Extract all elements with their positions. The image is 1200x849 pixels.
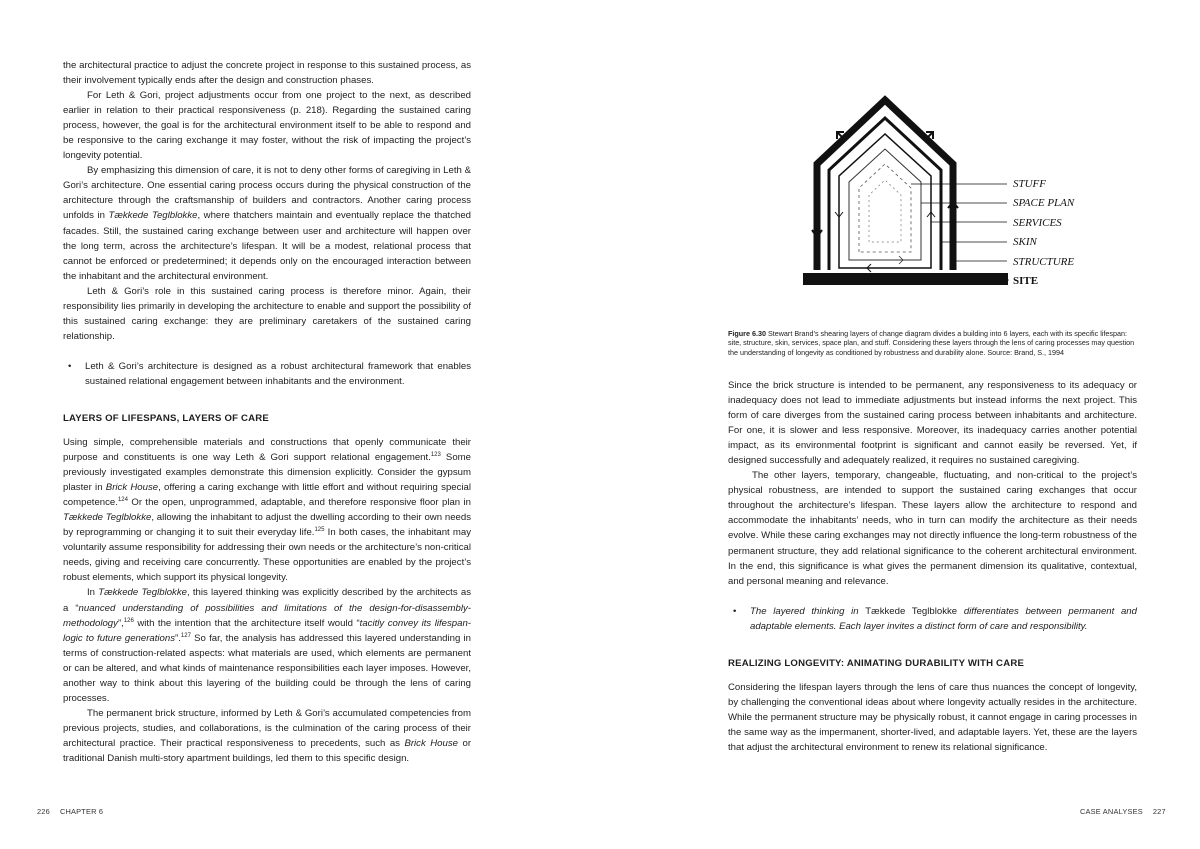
footnote-ref: 125 bbox=[314, 527, 325, 534]
bullet-point bbox=[63, 359, 471, 389]
text: with the intention that the architecture itself would “ bbox=[133, 617, 360, 629]
quote: nuanced understanding of possibilities and limitations of the design-for-disassembly-methodology bbox=[63, 602, 471, 629]
section-heading: REALIZING LONGEVITY: ANIMATING DURABILITY WITH CARE bbox=[728, 657, 1025, 669]
arrow-icon bbox=[895, 256, 903, 264]
label-site: SITE bbox=[1013, 275, 1039, 287]
text: By emphasizing this dimension of care, it is not to deny other forms of caregiving in Leth & Gori’s architecture. One essential caring process occurs during the physical construction of the architecture through the craftsmanship of builders and contractors. Another caring process unfolds in bbox=[63, 165, 471, 222]
text: ”, bbox=[117, 617, 124, 629]
text: So far, the analysis has addressed this layered understanding in terms of construction-related aspects: what materials are used, which elements are permanent or can be altered, and what kinds of maintenance responsibilities each layer imposes. However, another way to think about this layering of the building could be through the lens of caring processes. bbox=[63, 632, 471, 704]
bullet-text: The layered thinking in bbox=[750, 605, 866, 617]
stuff-inner-layer bbox=[869, 180, 901, 242]
paragraph: For Leth & Gori, project adjustments occur from one project to the next, as described earlier in relation to their practical responsiveness (p. 218). Regarding the sustained caring process, however, the goal is for the architectural environment itself to be able to respond and be responsive to the caring exchange it may foster, without the risk of impacting the project’s longevity potential. bbox=[63, 90, 471, 162]
section-heading: LAYERS OF LIFESPANS, LAYERS OF CARE bbox=[63, 412, 270, 424]
paragraph: The other layers, temporary, changeable, fluctuating, and non-critical to the project’s physical robustness, are intended to support the sustained caring exchanges that occur throughout the architecture’s lifespan. These layers allow the architecture to respond and accommodate the inhabitants’ needs, who in turn can modify the architecture as their needs evolve. While these caring exchanges may not directly influence the long-term robustness of the permanent structure, they add relational significance to the coherent architectural environment. In the end, this significance is what gives the permanent dimension its qualitative, contextual, and personal meaning and relevance. bbox=[728, 470, 1137, 587]
quote: tacitly convey its lifespan-logic to future generations bbox=[63, 617, 471, 644]
text: The permanent brick structure, informed by Leth & Gori’s accumulated competencies from previous projects, studies, and collaborations, is the culmination of the caring process of their architectural practice. Their practical responsiveness to precedents, such as bbox=[63, 707, 471, 749]
text: , this layered thinking was explicitly described by the architects as a “ bbox=[63, 587, 471, 614]
project-name: Tækkede Teglblokke bbox=[98, 587, 187, 599]
caption-text: Stewart Brand’s shearing layers of change diagram divides a building into 6 layers, each with its specific lifespan: site, structure, skin, services, space plan, and stuff. Considering these layers through the lens of caring processes may question the understanding of longevity as conditioned by robustness and durability alone. Source: Brand, S., 1994 bbox=[728, 329, 1135, 357]
arrow-icon bbox=[835, 207, 843, 217]
paragraph bbox=[63, 435, 471, 585]
footnote-ref: 123 bbox=[430, 452, 441, 459]
bullet-marker: • bbox=[733, 605, 737, 617]
text: Using simple, comprehensible materials and constructions that openly communicate their purpose and constituents is one way Leth & Gori support relational engagement. bbox=[63, 436, 471, 464]
running-header: CASE ANALYSES bbox=[1080, 807, 1143, 816]
arrow-icon bbox=[927, 212, 935, 222]
figure-number: Figure 6.30 bbox=[728, 329, 766, 338]
text: Some previously investigated examples demonstrate this dimension explicitly. Consider the gypsum plaster in bbox=[63, 452, 471, 494]
page-number: 226 bbox=[37, 807, 50, 816]
left-text-column bbox=[63, 58, 471, 766]
left-footer bbox=[37, 807, 113, 816]
arrow-icon bbox=[867, 264, 875, 272]
bullet-point bbox=[728, 604, 1137, 634]
project-name: Tækkede Teglblokke bbox=[108, 210, 198, 222]
running-header: CHAPTER 6 bbox=[59, 807, 104, 816]
right-page bbox=[600, 0, 1200, 849]
paragraph bbox=[63, 706, 471, 766]
project-name: Brick House bbox=[105, 482, 159, 494]
project-name: Brick House bbox=[404, 737, 458, 749]
project-name: Tækkede Teglblokke bbox=[63, 512, 152, 524]
paragraph: Since the brick structure is intended to be permanent, any responsiveness to its adequacy or inadequacy does not lead to immediate adjustments but instead informs the next project. This form of care diverges from the sustained caring process between inhabitants and architecture. For one, it is slower and less responsive. Moreover, its inadequacy carries another potential impact, as its environmental footprint is significant and cannot easily be reversed. Yet, if designed successfully and adequately realized, it requires no sustained caregiving. bbox=[728, 380, 1137, 467]
bullet-marker: • bbox=[68, 360, 72, 372]
footnote-ref: 126 bbox=[123, 617, 134, 624]
paragraph: Leth & Gori’s role in this sustained caring process is therefore minor. Again, their responsibility lies primarily in developing the architecture to enable and support the possibility of this sustained caring exchange: they are preliminary caretakers of the sustained caring relationship. bbox=[63, 285, 471, 342]
site-layer bbox=[803, 273, 1008, 285]
structure-layer bbox=[817, 100, 953, 270]
footnote-ref: 127 bbox=[180, 632, 191, 639]
text: , offering a caring exchange with little effort and without requiring special competence. bbox=[63, 482, 472, 509]
label-space-plan: SPACE PLAN bbox=[1013, 197, 1075, 209]
space-plan-layer bbox=[849, 149, 921, 260]
paragraph: Considering the lifespan layers through the lens of care thus nuances the concept of longevity, by challenging the conventional ideas about where longevity actually resides in the architecture. While the permanent structure may be physically robust, it cannot engage in caring processes in the same way as the impermanent, shorter-lived, and adaptable layers. Yet, these are the layers that adjust the architectural environment to renew its relational significance. bbox=[728, 681, 1137, 753]
stuff-layer bbox=[859, 164, 911, 252]
text: or traditional Danish multi-story apartment buildings, led them to this specific design. bbox=[63, 737, 472, 764]
page-number: 227 bbox=[1152, 807, 1166, 816]
bullet-text: differentiates between permanent and adaptable elements. Each layer invites a distinct form of care and responsibility. bbox=[750, 605, 1137, 632]
text: Or the open, unprogrammed, adaptable, and therefore responsive floor plan in bbox=[127, 497, 471, 509]
shearing-layers-diagram bbox=[775, 92, 1145, 292]
right-footer bbox=[1080, 807, 1176, 816]
text: ”. bbox=[175, 632, 181, 644]
paragraph bbox=[63, 163, 471, 283]
label-skin: SKIN bbox=[1013, 236, 1037, 248]
right-text-column bbox=[728, 378, 1137, 755]
text: , where thatchers maintain and eventually replace the thatched facades. Still, the sustained caring exchange between user and architecture will happen over the long term, across the architecture’s lifespan. It will be a modest, relational process that cannot be enforced or predetermined; it depends only on the encouraged interaction between the inhabitant and the architectural environment. bbox=[63, 210, 471, 282]
project-name: Tækkede Teglblokke bbox=[865, 605, 958, 617]
text: In bbox=[87, 587, 99, 599]
figure-caption bbox=[728, 329, 1138, 357]
paragraph: the architectural practice to adjust the concrete project in response to this sustained process, as their involvement typically ends after the design and construction phases. bbox=[63, 60, 471, 87]
services-layer bbox=[839, 134, 931, 268]
footnote-ref: 124 bbox=[117, 497, 128, 504]
label-services: SERVICES bbox=[1013, 217, 1062, 229]
paragraph bbox=[63, 585, 471, 705]
label-stuff: STUFF bbox=[1013, 178, 1046, 190]
bullet-text: Leth & Gori’s architecture is designed as a robust architectural framework that enables sustained relational engagement between inhabitants and the environment. bbox=[85, 360, 471, 387]
label-structure: STRUCTURE bbox=[1013, 256, 1075, 268]
text: , allowing the inhabitant to adjust the dwelling according to their own needs by reprogramming or changing it to suit their everyday life. bbox=[63, 512, 471, 539]
text: In both cases, the inhabitant may voluntarily assume responsibility for addressing their own needs or the architecture’s non-critical needs, giving and receiving care concurrently. These opportunities are enabled by the project’s robust elements, which support its physical longevity. bbox=[63, 527, 471, 584]
